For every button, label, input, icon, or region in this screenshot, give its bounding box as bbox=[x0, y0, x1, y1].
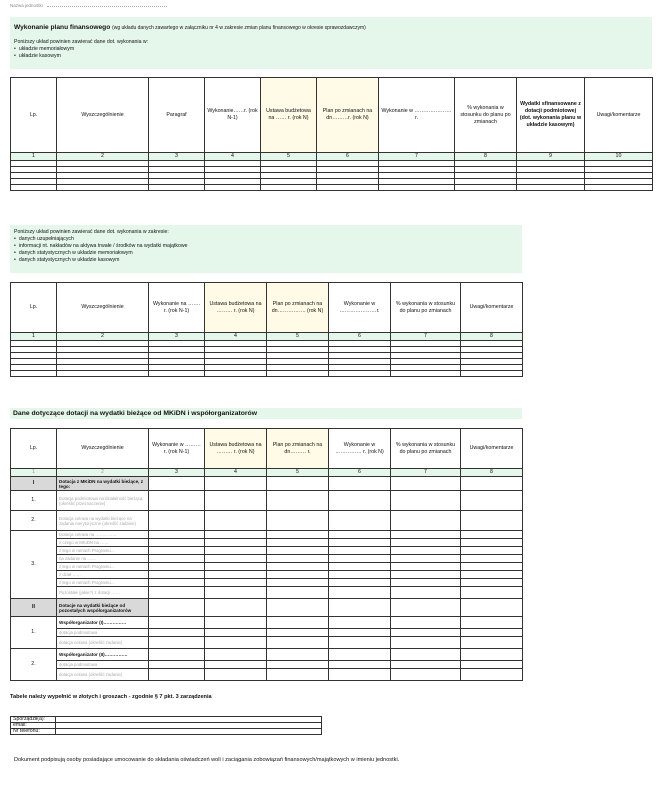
unit-name-note: Nazwa jednostki bbox=[10, 3, 167, 8]
section3-table bbox=[10, 428, 523, 681]
row-coorganizer-2[interactable]: 2. Współorganizator (II)…………… bbox=[11, 649, 523, 661]
section3-number-row: 1 2 3 4 5 6 7 8 bbox=[11, 469, 523, 477]
col-description: Wyszczególnienie bbox=[57, 78, 149, 153]
row-targeted-sub[interactable]: z czego w MKiDN na …… bbox=[11, 539, 523, 547]
section1-title: Wykonanie planu finansowego (wg układu danych zawartego w załączniku nr 4 w zakresie zmian planu finansowego w okresie sprawozdawczym) bbox=[14, 24, 366, 31]
row-coorganizer-1-sub[interactable]: dotacja celowa (określić zadanie) bbox=[11, 637, 523, 649]
table-row[interactable] bbox=[11, 185, 653, 191]
section2-bullets: • danych uzupełniających • informacji nt. nakładów na aktywa trwałe / środków na wydatki majątkowe • danych statystycznych w układzie memoriałowym • danych statystycznych w układzie kasowym bbox=[14, 236, 188, 264]
fill-instruction-note: Tabele należy wypełnić w złotych i groszach - zgodnie § 7 pkt. 3 zarządzenia bbox=[10, 694, 212, 700]
section1-header bbox=[10, 17, 652, 69]
section2-intro: Poniższy układ powinien zawierać dane dot. wykonania w zakresie: bbox=[14, 229, 169, 235]
row-coorganizer-2-sub[interactable]: dotacja podmiotowa bbox=[11, 661, 523, 669]
row-targeted-sub[interactable]: 3. Dotacja celowa na …………… bbox=[11, 531, 523, 539]
prepared-by-label: Sporządził(a): bbox=[11, 717, 56, 723]
col-lp: Lp. bbox=[11, 78, 57, 153]
col-execution: Wykonanie w …………………r. bbox=[379, 78, 455, 153]
phone-field[interactable] bbox=[56, 729, 322, 735]
row-targeted-sub[interactable]: Pozostałe (jakie?) z dotacji …… bbox=[11, 587, 523, 599]
row-targeted-sub[interactable]: z tego w ramach Programu… bbox=[11, 579, 523, 587]
row-coorganizer-1[interactable]: 1. Współorganizator (I)…………… bbox=[11, 617, 523, 629]
section3-header-row: Lp. Wyszczególnienie Wykonanie w ………r. (rok N-1) Ustawa budżetowa na ……… r. (rok N) Plan po zmianach na dn……… r. Wykonanie w …………… r. (rok N) % wykonania w stosunku do planu po zmianach Uwagi/komentarze bbox=[11, 429, 523, 469]
col-execution-prev: Wykonanie……r. (rok N-1) bbox=[205, 78, 261, 153]
row-subject-subsidy[interactable]: 1. Dotacja podmiotowa na działalność bieżącą (określić przeznaczenie) bbox=[11, 491, 523, 511]
contact-table bbox=[10, 716, 322, 735]
col-paragraph: Paragraf bbox=[149, 78, 205, 153]
col-budget-act: Ustawa budżetowa na …… r. (rok N) bbox=[261, 78, 317, 153]
col-comments: Uwagi/komentarze bbox=[585, 78, 653, 153]
row-targeted-sub[interactable]: na zadanie na …… bbox=[11, 555, 523, 563]
signature-note: Dokument podpisują osoby posiadające umocowanie do składania oświadczeń woli i zaciągania zobowiązań finansowych/majątkowych w imieniu jednostki. bbox=[14, 757, 400, 763]
section2-table bbox=[10, 282, 523, 377]
row-coorganizer-1-sub[interactable]: dotacja podmiotowa bbox=[11, 629, 523, 637]
section1-header-row bbox=[11, 78, 653, 153]
row-mkidn-subsidy[interactable]: I Dotacja z MKiDN na wydatki bieżące, z tego: bbox=[11, 477, 523, 491]
email-label: email: bbox=[11, 723, 56, 729]
section2-header-row: Lp. Wyszczególnienie Wykonanie na ……. r. (rok N-1) Ustawa budżetowa na ……… r. (rok N) Plan po zmianach na dn……………. (rok N) Wykonanie w …………………r. % wykonania w stosunku do planu po zmianach Uwagi/komentarze bbox=[11, 283, 523, 333]
row-coorganizer-2-sub[interactable]: dotacja celowa (określić zadanie) bbox=[11, 669, 523, 681]
col-plan-changes: Plan po zmianach na dn………r. (rok N) bbox=[317, 78, 379, 153]
phone-label: Nr telefonu: bbox=[11, 729, 56, 735]
row-targeted-sub[interactable]: z tego w ramach Programu… bbox=[11, 563, 523, 571]
section1-table bbox=[10, 77, 653, 191]
section1-intro: Poniższy układ powinien zawierać dane dot. wykonania w: bbox=[14, 39, 149, 45]
table-row[interactable] bbox=[11, 371, 523, 377]
row-coorganizers[interactable]: II Dotacje na wydatki bieżące od pozostałych współorganizatorów bbox=[11, 599, 523, 617]
col-subsidy-expenses: Wydatki sfinansowane z dotacji podmiotowej (dot. wykonania planu w układzie kasowym) bbox=[517, 78, 585, 153]
section3-title: Dane dotyczące dotacji na wydatki bieżące od MKiDN i współorganizatorów bbox=[10, 408, 522, 419]
col-percent: % wykonania w stosunku do planu po zmianach bbox=[455, 78, 517, 153]
row-targeted-sub[interactable]: z tego w ramach Programu… bbox=[11, 547, 523, 555]
section2-number-row: 1 2 3 4 5 6 7 8 bbox=[11, 333, 523, 341]
section1-bullets: • układzie memoriałowym • układzie kasowym bbox=[14, 46, 74, 60]
row-targeted-subsidy[interactable]: 2. Dotacja celowa na wydatki bieżące na zadania merytoryczne (określić zadanie) bbox=[11, 511, 523, 531]
section1-number-row: 1 2 3 4 5 6 7 8 9 10 bbox=[11, 153, 653, 161]
section2-header bbox=[10, 225, 522, 273]
row-targeted-sub[interactable]: z dział …… bbox=[11, 571, 523, 579]
